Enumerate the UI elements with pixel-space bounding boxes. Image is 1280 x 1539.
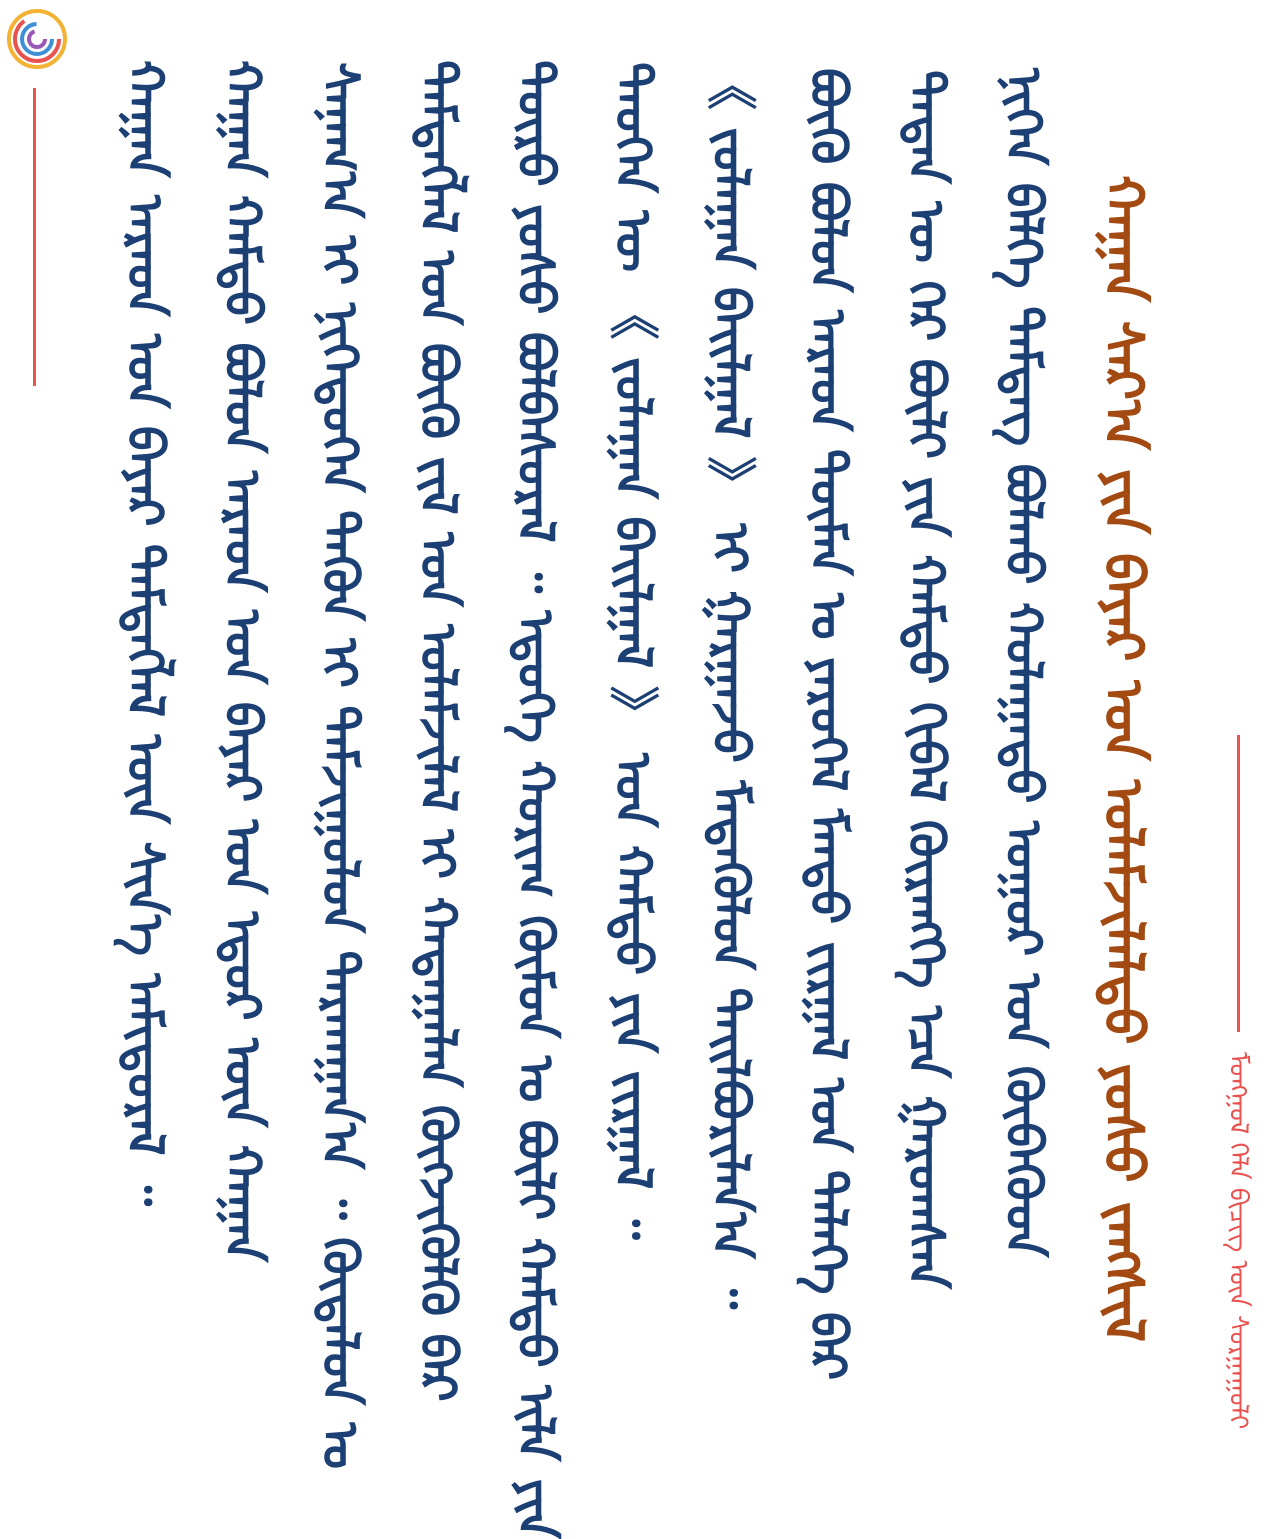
article-line-8: ᠪᠦᠬᠦ ᠪᠣᠯᠤᠨ ᠠᠷᠠᠳ ᠲᠦᠮᠡᠨ ᠤ ᠶᠡᠷᠦᠭᠡᠯ ᠮᠡᠨᠳᠦ ᠵᠢᠷᠭᠠᠯ ᠤᠨ ᠲᠡᠯᠡᠭᠡ ᠪᠡᠷ <box>799 68 858 1381</box>
article-line-6: ᠲᠡᠦᠬᠡᠨ ᠦ 《 ᠵᠤᠯᠠᠭᠠᠨ ᠪᠠᠢᠯᠭᠠᠯ 》 ᠤᠨ ᠬᠠᠮᠲᠤ ᠶᠢᠨ ᠵᠢᠷᠭᠠᠯ ᠃ <box>603 62 662 1240</box>
article-line-3: ᠰᠠᠨᠠᠭ᠎ᠠ ᠢ ᠨᠢᠭᠡᠳᠦᠭᠡᠨ ᠲᠡᠭᠦᠨ ᠢ ᠳᠠᠮᠵᠢᠭᠤᠯᠤᠨ ᠲᠠᠷᠬᠠᠭᠠᠨ᠎ᠠ ᠃ ᠬᠥᠳᠡᠯᠦᠨ ᠤ <box>311 62 370 1470</box>
article-line-10: ᠨᠢᠭᠡᠨ ᠪᠡᠯᠭᠡ ᠳᠡᠮᠳᠡᠭ ᠪᠣᠯᠬᠤ ᠬᠣᠯᠠᠭᠠᠳᠤ ᠤᠭᠤᠷ ᠤᠨ ᠬᠥᠪᠡᠭᠦᠳ <box>994 68 1053 1258</box>
article-line-2: ᠬᠠᠭᠠᠨ ᠬᠠᠮᠲᠤ ᠪᠣᠯᠤᠨ ᠠᠷᠠᠳ ᠤᠨ ᠪᠠᠶᠠᠷ ᠤᠨ ᠡᠳᠦᠷ ᠦᠨ ᠬᠠᠭᠠᠨ <box>213 60 272 1263</box>
article-line-5: ᠲᠥᠷᠦ ᠶᠣᠰᠤ ᠪᠣᠯᠪᠠᠰᠤᠷᠠᠯ ᠃ ᠡᠳᠦᠭᠡ ᠬᠣᠷᠢᠭ ᠬᠦᠮᠦᠨ ᠤ ᠪᠦᠯᠢ ᠬᠠᠮᠲᠤ ᠢᠯᠡ ᠶᠢᠨ <box>506 60 565 1539</box>
source-caption: ᠮᠣᠩᠭᠣᠯ ᠬᠡᠯᠡ ᠪᠢᠴᠢᠭ ᠦᠨ ᠰᠤᠷᠭᠠᠭᠤᠯᠢ <box>1223 1052 1253 1430</box>
article-body <box>116 60 1155 1539</box>
article-line-9: ᠲᠡᠳᠡᠨ ᠦ ᠭᠡᠷ ᠪᠦᠯᠢ ᠶᠢᠨ ᠬᠠᠮᠲᠤ ᠬᠢᠪᠡᠯ ᠬᠥᠷᠡᠩᠭᠡ ᠡᠴᠡ ᠭᠠᠷᠤᠭᠰᠠᠨ <box>896 70 955 1289</box>
article-line-1: ᠬᠠᠭᠠᠨ ᠠᠷᠠᠳ ᠤᠨ ᠪᠠᠶᠠᠷ ᠲᠡᠮᠳᠡᠭᠯᠡᠯ ᠦᠨ ᠰᠢᠨ᠎ᠡ ᠠᠮᠢᠳᠤᠷᠠᠯ ᠃ <box>116 60 174 1206</box>
article-line-4: ᠲᠡᠮᠳᠡᠭᠯᠡᠯ ᠤᠨ ᠪᠦᠬᠦ ᠵᠢᠯ ᠤᠨ ᠤᠯᠠᠮᠵᠢᠯᠠᠯ ᠢ ᠬᠠᠳᠠᠭᠠᠯᠠᠨ ᠬᠥᠭᠵᠢᠭᠦᠯᠬᠦ ᠪᠡᠷ <box>408 60 467 1402</box>
spiral-logo-icon <box>6 8 68 70</box>
caption-divider <box>1237 735 1240 1032</box>
top-left-divider <box>33 88 36 386</box>
article-title: ᠬᠠᠭᠠᠨ ᠰᠠᠷ᠎ᠠ ᠶᠢᠨ ᠪᠠᠶᠠᠷ ᠤᠨ ᠤᠯᠠᠮᠵᠢᠯᠠᠯᠲᠤ ᠶᠣᠰᠤ ᠵᠠᠩᠱᠢᠯ <box>1091 175 1155 1343</box>
article-line-7: 《 ᠵᠤᠯᠠᠭᠠᠨ ᠪᠠᠢᠯᠭᠠᠯ 》 ᠢ ᠭᠠᠷᠭᠠᠵᠤ ᠮᠡᠳᠡᠭᠦᠯᠦᠨ ᠲᠠᠢᠯᠪᠤᠷᠢᠯᠠᠨ᠎ᠠ ᠃ <box>701 60 760 1310</box>
